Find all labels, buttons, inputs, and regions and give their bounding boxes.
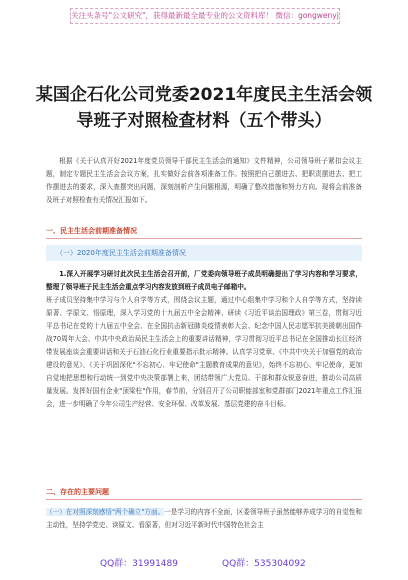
footer-contacts [0,556,408,572]
section-2-paragraph [46,506,362,532]
section-1-subheading: （一）2020年度民主生活会前期准备情况 [46,245,362,261]
section-1-divider [46,238,362,239]
section-2-heading: 二、存在的主要问题 [46,488,109,496]
section-2-text: 一是学习的内容不全面，区委领导班子虽然能够养成学习的自觉性和主动性，坚持学党史、读原文、看原著，但对习近平新时代中国特色社会主 [46,508,362,529]
section-2-subheading: （一）在对照深刻感悟"两个确立"方面。 [46,508,165,516]
section-1-heading: 一、民主生活会前期准备情况 [46,227,137,235]
section-2-divider [46,499,362,500]
title-line-2: 导班子对照检查材料（五个带头） [76,111,332,131]
document-title [20,82,388,134]
intro-paragraph: 根据《关于认真开好2021年度党员领导干部民主生活会的通知》文件精神，公司领导班子紧扣会议主题，制定专题民主生活会会议方案，扎实做好会前各项准备工作。按照把自己摆进去、把职责摆进去、把工作摆进去的要求，深入查摆突出问题，深刻剖析产生问题根源，明确了整改措施和努力方向。现将会前准备及班子对照检查有关情况汇报如下。 [46,157,362,204]
footer-qq-group-1[interactable]: QQ群：31991489 [100,559,178,569]
top-promo-banner[interactable]: 关注头条号"公文研究"，获得最新最全最专业的公文资料库！ 微信：gongwenyj [70,8,340,24]
title-line-1: 某国企石化公司党委2021年度民主生活会领 [35,85,373,105]
footer-qq-group-2[interactable]: QQ群：535304092 [222,559,306,569]
study-paragraph-bold: 1.深入开展学习研讨此次民主生活会召开前，厂党委向领导班子成员明确提出了学习内容和学习要求，整理了领导班子民主生活会重点学习内容发放到班子成员电子邮箱中。 [46,270,362,291]
study-paragraph-body: 班子成员坚持集中学习与个人自学等方式，围绕会议主题，通过中心组集中学习和个人自学等方式，坚持读原著、学原文、悟原理，深入学习党的十九届五中全会精神、研读《习近平谈治国理政》第三卷，贯彻习近平总书记在党的十九届五中全会、在全国抗击新冠肺炎疫情表彰大会、纪念中国人民志愿军抗美援朝出国作战70周年大会、中共中央政治局民主生活会上的重要讲话精神，学习贯彻习近平总书记在全国推动长江经济带发展座谈会重要讲话和关于石油石化行业重要指示批示精神。认真学习党章、《中共中央关于加强党的政治建设的意见》、《关于巩固深化"不忘初心、牢记使命"主题教育成果的意见》，始终不忘初心、牢记使命，更加自觉地把思想和行动统一到党中央决策部署上来，团结带领广大党员、干部和群众锐意奋进，推动公司高质量发展。发挥好国有企业"顶梁柱"作用，春节前，分别召开了公司职能部室和党群部门2021年重点工作汇报会，进一步明确了今年公司生产经营、安全环保、改革发展、基层党建的奋斗目标。 [46,296,362,408]
